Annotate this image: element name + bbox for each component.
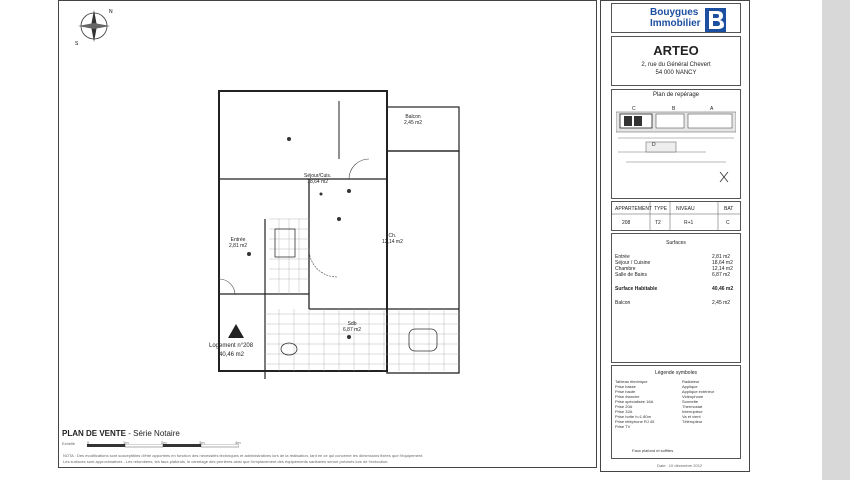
right-edge-shadow xyxy=(822,0,850,480)
legend-item: Sonnette xyxy=(682,399,699,404)
room-label-entree xyxy=(229,237,247,249)
room-label-chambre xyxy=(382,233,403,245)
legend-item: Radiateur xyxy=(682,379,700,384)
map-label-d: D xyxy=(652,142,656,148)
legend-item: Prise spécialisée 16A xyxy=(615,399,654,404)
plan-note-line1: NOTA : Des modifications sont susceptibles d'être apportées en fonction des nécessités techniques et administratives lors de la réalisation, tant en ce qui concerne les dimensions fixées que l'équipement. xyxy=(63,453,424,458)
project-name: ARTEO xyxy=(653,43,699,58)
info-header-niveau: NIVEAU xyxy=(676,206,695,212)
map-label-b: B xyxy=(672,106,676,112)
scale-mark: 3m xyxy=(199,440,205,445)
brand-name-line2: Immobilier xyxy=(650,18,701,29)
legend-item: Tableau électrique xyxy=(615,379,648,384)
room-area: 18,64 m2 xyxy=(307,179,329,185)
surface-label: Salle de Bains xyxy=(615,272,647,278)
surface-balcony-value: 2,45 m2 xyxy=(712,300,731,306)
room-area: 12,14 m2 xyxy=(382,239,403,245)
legend-item: Thermostat xyxy=(682,404,703,409)
legend-item: Prise haute xyxy=(615,389,636,394)
project-box xyxy=(611,36,741,86)
scale-mark: 4m xyxy=(235,440,241,445)
compass-icon xyxy=(73,5,115,47)
info-header-bat: BAT xyxy=(724,206,734,212)
surface-label: Entrée xyxy=(615,254,630,260)
surface-balcony-label: Balcon xyxy=(615,300,631,306)
surfaces-title: Surfaces xyxy=(666,240,686,246)
plan-title-sub: - Série Notaire xyxy=(128,429,180,438)
svg-text:S: S xyxy=(75,41,79,47)
legend-item: Prise 32A xyxy=(615,409,633,414)
project-address-line1: 2, rue du Général Chevert xyxy=(641,62,711,68)
plan-note-line2: Les surfaces sont approximatives - Les retombées, les faux-plafonds, le carrelage des perrières ainsi que l'emplacement des équipements sanitaires seront précisés lors de l'exécution. xyxy=(63,459,389,464)
map-title: Plan de repérage xyxy=(652,92,700,98)
room-label-balcon xyxy=(404,114,422,126)
legend-item: Prise hotte h=1.80m xyxy=(615,414,651,419)
room-label-sejour xyxy=(304,173,331,185)
legend-item: Prise étanche xyxy=(615,394,640,399)
location-map-box xyxy=(611,89,741,199)
apartment-plan xyxy=(209,79,469,379)
surface-value: 6,87 m2 xyxy=(712,272,731,278)
legend-item: Interrupteur xyxy=(682,409,703,414)
map-label-a: A xyxy=(710,106,714,112)
map-label-c: C xyxy=(632,106,636,112)
legend-item: Télérupteur xyxy=(682,419,703,424)
surface-label: Chambre xyxy=(615,266,636,272)
site-map xyxy=(616,102,736,194)
legend-item: Va et vient xyxy=(682,414,701,419)
legend-col2 xyxy=(682,379,714,424)
unit-info-box xyxy=(611,201,741,231)
legend-box xyxy=(611,365,741,459)
legend-item: Vidéophone xyxy=(682,394,704,399)
room-name: Sdb xyxy=(347,321,357,327)
room-name: Ch. xyxy=(388,233,397,239)
legend-item: Prise basse xyxy=(615,384,636,389)
info-value-type: T2 xyxy=(655,220,661,226)
project-address-line2: 54 000 NANCY xyxy=(655,70,697,76)
scale-mark: 1m xyxy=(123,440,129,445)
brand-logo xyxy=(705,8,726,32)
surface-value: 12,14 m2 xyxy=(712,266,733,272)
surface-value: 2,81 m2 xyxy=(712,254,731,260)
brand-name-line1: Bouygues xyxy=(650,7,699,18)
legend-title: Légende symboles xyxy=(655,370,697,376)
surfaces-box xyxy=(611,233,741,363)
plan-title xyxy=(62,429,180,438)
scale-mark: 2m xyxy=(161,440,167,445)
unit-area: 40,46 m2 xyxy=(219,352,245,358)
legend-item: Prise téléphone RJ 45 xyxy=(615,419,655,424)
legend-item: Prise 20A xyxy=(615,404,633,409)
brand-box xyxy=(611,3,741,33)
legend-col1 xyxy=(615,379,654,429)
info-value-appartement: 208 xyxy=(622,220,631,226)
svg-text:N: N xyxy=(109,9,113,15)
room-area: 6,87 m2 xyxy=(343,327,362,333)
room-area: 2,81 m2 xyxy=(229,243,248,249)
info-value-bat: C xyxy=(726,220,730,226)
unit-label: Logement n°208 xyxy=(209,343,254,349)
legend-item: Applique xyxy=(682,384,698,389)
surface-total-value: 40,46 m2 xyxy=(712,286,734,292)
surface-label: Séjour / Cuisine xyxy=(615,260,651,266)
room-area: 2,45 m2 xyxy=(404,120,423,126)
floor-plan-sheet xyxy=(58,0,597,468)
legend-item: Applique extérieur xyxy=(682,389,715,394)
title-block-panel xyxy=(600,0,750,472)
info-header-appartement: APPARTEMENT xyxy=(615,206,653,212)
scale-mark: 0 xyxy=(87,440,90,445)
north-arrow-icon xyxy=(227,323,245,339)
surface-value: 18,64 m2 xyxy=(712,260,733,266)
surface-total-label: Surface Habitable xyxy=(615,286,658,292)
room-name: Séjour/Cuis. xyxy=(304,173,332,179)
legend-item: Prise TV xyxy=(615,424,631,429)
info-value-niveau: R+1 xyxy=(684,220,694,226)
info-header-type: TYPE xyxy=(654,206,668,212)
scale-label: Echelle xyxy=(62,441,76,446)
plan-title-main: PLAN DE VENTE xyxy=(62,429,127,438)
room-name: Entrée xyxy=(230,237,246,243)
room-label-sdb xyxy=(343,321,361,333)
legend-footer: Faux plafond et soffites xyxy=(632,448,674,453)
room-name: Balcon xyxy=(405,114,421,120)
plan-date: Date : 10 décembre 2012 xyxy=(657,463,703,468)
